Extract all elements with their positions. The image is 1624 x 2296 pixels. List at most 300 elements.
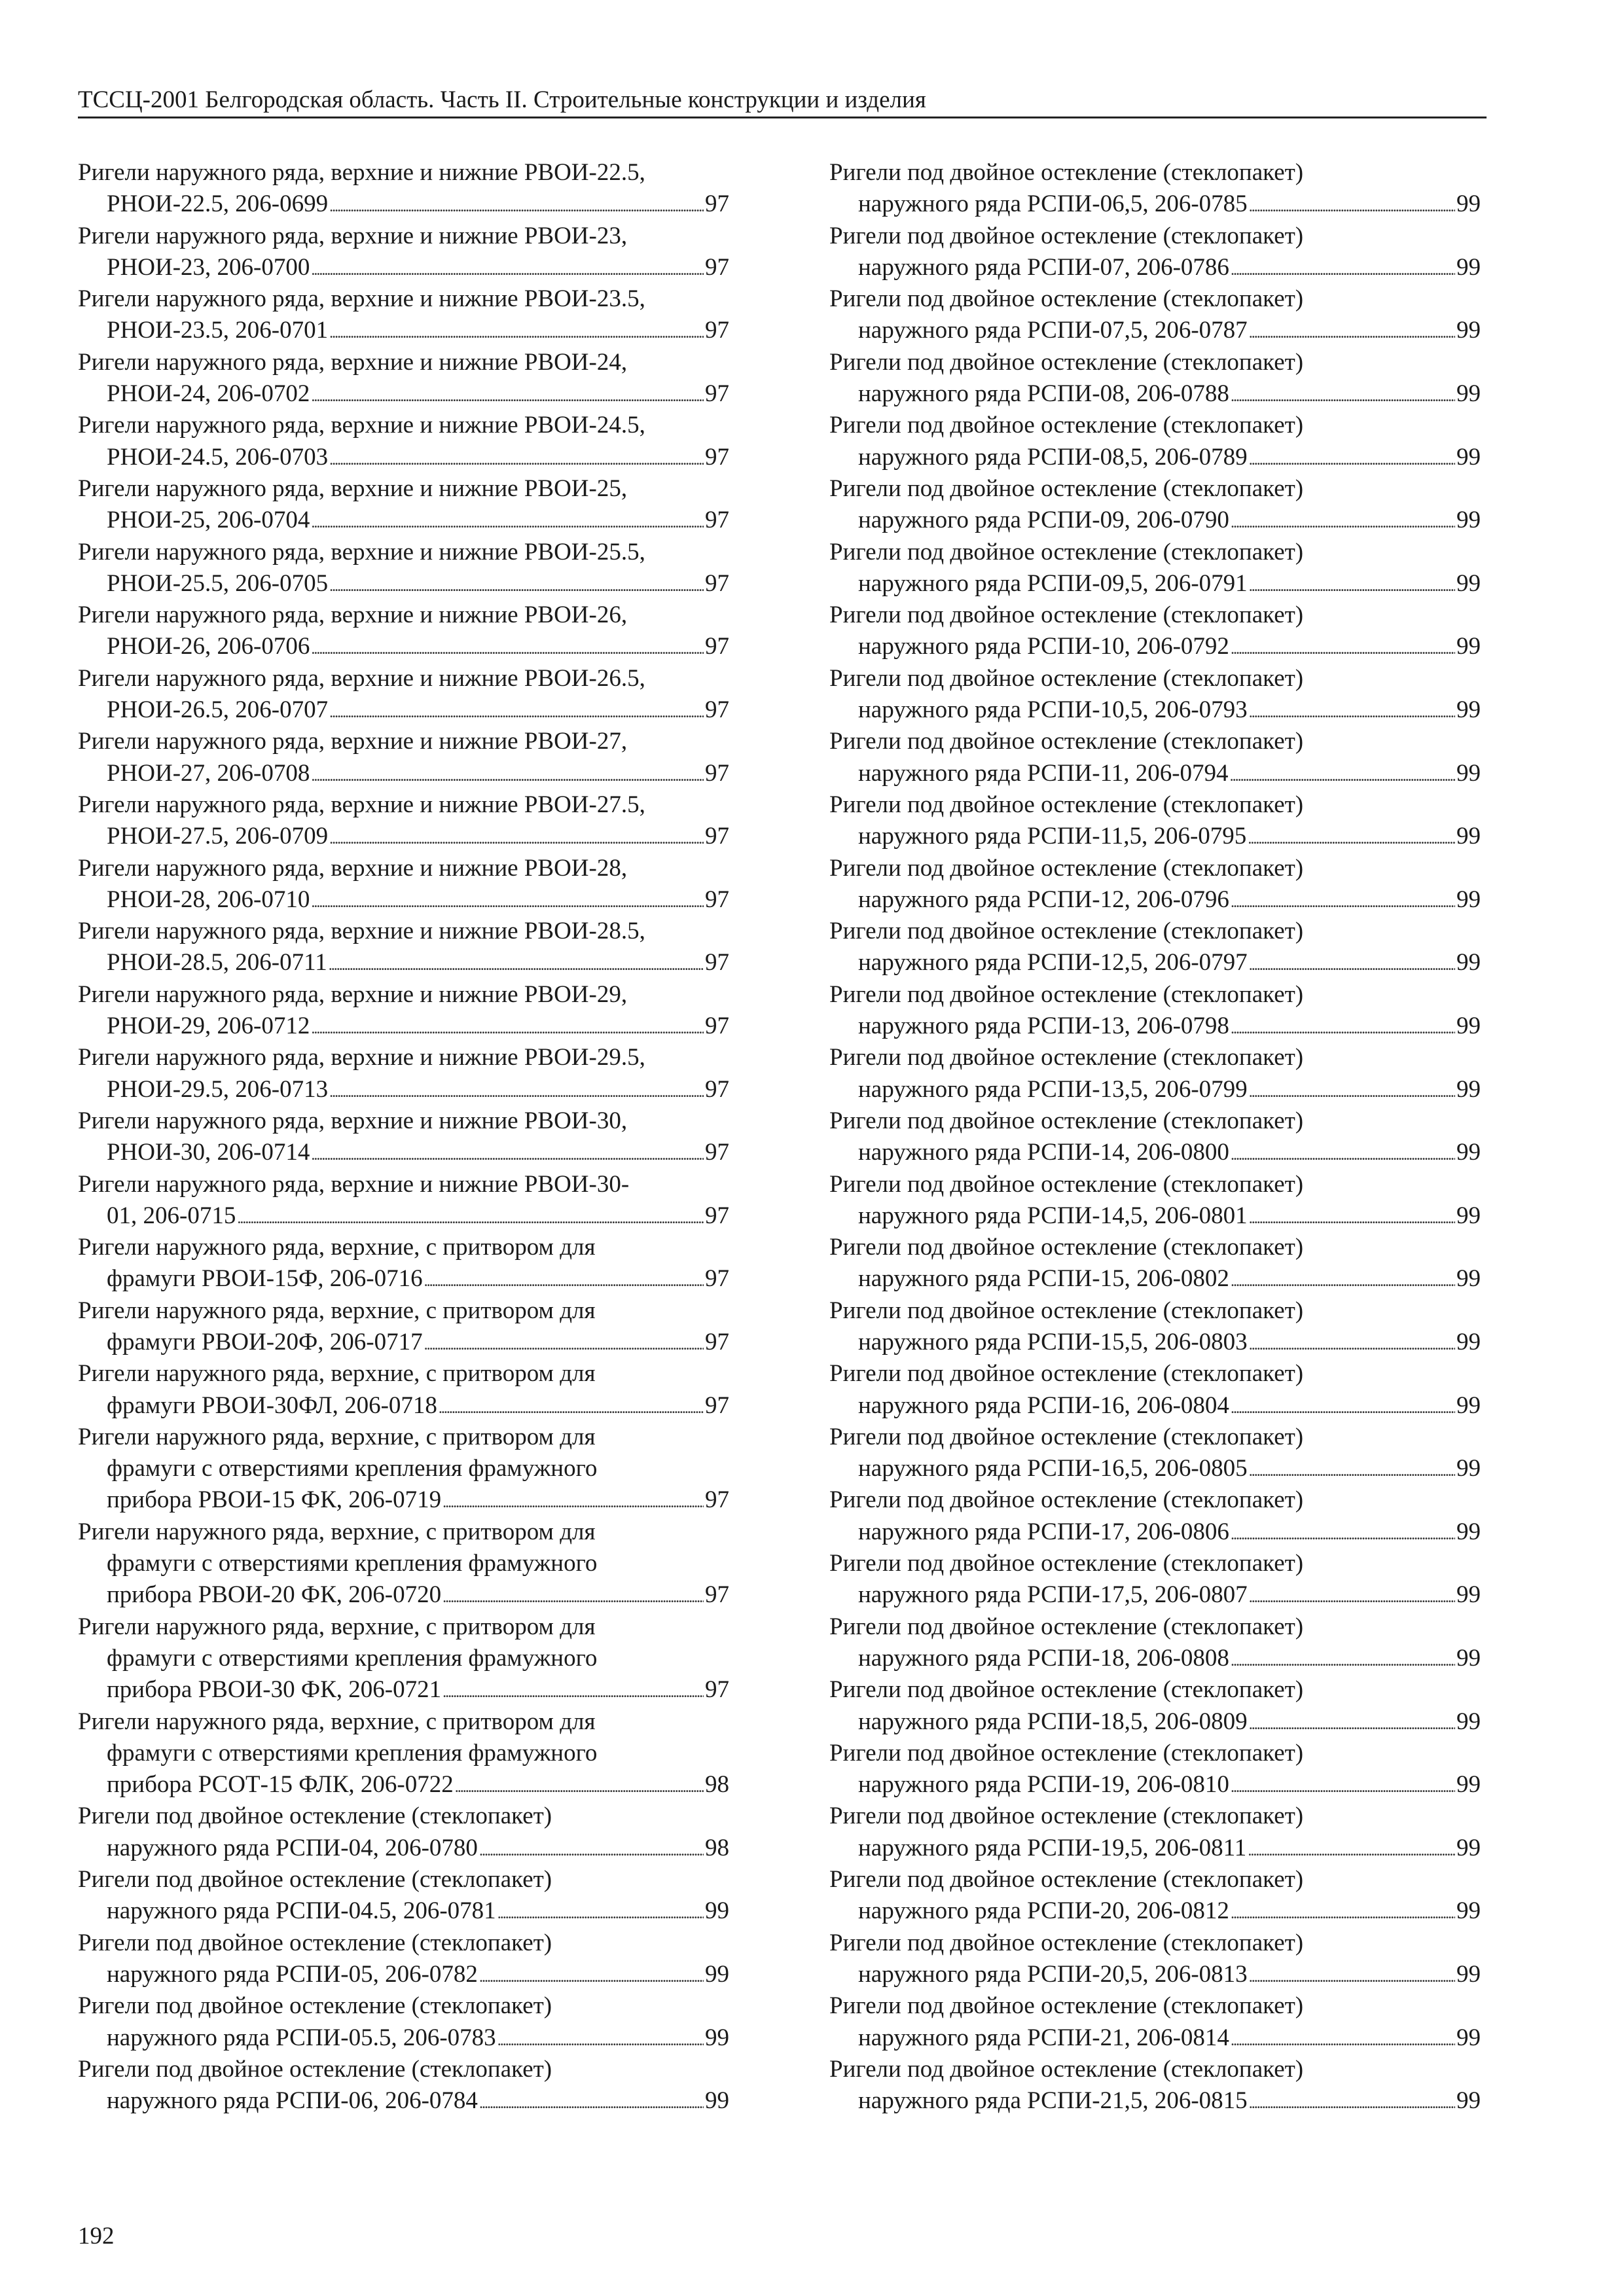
index-entry xyxy=(78,1706,729,1801)
entry-last-line xyxy=(829,378,1481,410)
entry-text: РНОИ-28, 206-0710 xyxy=(107,886,310,913)
entry-text: наружного ряда РСПИ-13, 206-0798 xyxy=(858,1013,1229,1040)
dot-leader xyxy=(442,1484,704,1516)
entry-text: наружного ряда РСПИ-21,5, 206-0815 xyxy=(858,2087,1248,2115)
index-entry xyxy=(829,1611,1481,1675)
index-entry xyxy=(829,157,1481,221)
entry-line: Ригели под двойное остекление (стеклопакет) xyxy=(829,791,1304,818)
entry-page-number: 97 xyxy=(705,823,729,850)
entry-page-number: 97 xyxy=(705,633,729,660)
index-entry xyxy=(78,1232,729,1295)
entry-line: Ригели наружного ряда, верхние и нижние РВОИ-26.5, xyxy=(78,664,645,692)
entry-page-number: 97 xyxy=(705,759,729,787)
entry-last-line xyxy=(78,1074,729,1105)
index-entry xyxy=(78,1611,729,1706)
entry-last-line xyxy=(829,1137,1481,1168)
entry-last-line xyxy=(78,1959,729,1990)
index-entry xyxy=(829,600,1481,663)
dot-leader xyxy=(1231,1263,1455,1295)
index-entry xyxy=(829,1358,1481,1422)
entry-text: наружного ряда РСПИ-10,5, 206-0793 xyxy=(858,696,1248,724)
index-entry xyxy=(829,410,1481,473)
entry-page-number: 99 xyxy=(705,1960,729,1988)
dot-leader xyxy=(1231,252,1455,283)
index-entry xyxy=(829,1105,1481,1169)
entry-page-number: 97 xyxy=(705,949,729,977)
entry-line: Ригели под двойное остекление (стеклопакет) xyxy=(829,601,1304,629)
entry-text: наружного ряда РСПИ-14, 206-0800 xyxy=(858,1139,1229,1166)
entry-line: Ригели под двойное остекление (стеклопакет) xyxy=(829,222,1304,249)
entry-text: наружного ряда РСПИ-18, 206-0808 xyxy=(858,1644,1229,1672)
index-entry xyxy=(78,283,729,347)
dot-leader xyxy=(1231,1516,1455,1548)
entry-page-number: 99 xyxy=(1456,886,1481,913)
entry-page-number: 97 xyxy=(705,1676,729,1704)
entry-line: Ригели наружного ряда, верхние и нижние РВОИ-26, xyxy=(78,601,628,629)
dot-leader xyxy=(424,1263,704,1295)
entry-page-number: 97 xyxy=(705,569,729,597)
entry-last-line xyxy=(78,821,729,852)
entry-line: Ригели под двойное остекление (стеклопакет) xyxy=(829,1360,1304,1388)
entry-last-line xyxy=(78,758,729,789)
entry-page-number: 97 xyxy=(705,380,729,408)
entry-line: Ригели под двойное остекление (стеклопакет) xyxy=(829,728,1304,755)
entry-text: прибора РСОТ-15 ФЛК, 206-0722 xyxy=(107,1771,454,1799)
entry-page-number: 97 xyxy=(705,1202,729,1229)
dot-leader xyxy=(1249,1579,1455,1611)
entry-line: Ригели под двойное остекление (стеклопакет) xyxy=(829,1486,1304,1514)
entry-page-number: 97 xyxy=(705,1328,729,1355)
entry-line: Ригели наружного ряда, верхние и нижние РВОИ-28, xyxy=(78,854,628,882)
dot-leader xyxy=(1249,694,1455,726)
entry-line: Ригели под двойное остекление (стеклопакет) xyxy=(829,412,1304,439)
entry-line: Ригели под двойное остекление (стеклопакет) xyxy=(829,854,1304,882)
entry-page-number: 97 xyxy=(705,1486,729,1514)
index-entry xyxy=(78,726,729,789)
dot-leader xyxy=(1230,758,1455,789)
entry-last-line xyxy=(829,1769,1481,1801)
index-entry xyxy=(78,1105,729,1169)
index-entry xyxy=(829,853,1481,916)
index-entry xyxy=(78,1358,729,1422)
entry-last-line xyxy=(78,505,729,536)
entry-last-line xyxy=(829,631,1481,662)
entry-text: РНОИ-22.5, 206-0699 xyxy=(107,190,329,218)
entry-text: наружного ряда РСПИ-13,5, 206-0799 xyxy=(858,1075,1248,1103)
entry-line: Ригели под двойное остекление (стеклопакет) xyxy=(829,1676,1304,1704)
dot-leader xyxy=(311,1011,704,1042)
entry-last-line xyxy=(829,2022,1481,2054)
entry-line: фрамуги с отверстиями крепления фрамужного xyxy=(107,1739,598,1767)
index-entry xyxy=(78,789,729,853)
index-entry xyxy=(78,1928,729,1991)
entry-line: Ригели наружного ряда, верхние и нижние РВОИ-25.5, xyxy=(78,538,645,565)
entry-text: наружного ряда РСПИ-09,5, 206-0791 xyxy=(858,569,1248,597)
index-entry xyxy=(829,1042,1481,1105)
entry-last-line xyxy=(78,1579,729,1611)
entry-text: РНОИ-29, 206-0712 xyxy=(107,1013,310,1040)
dot-leader xyxy=(439,1390,704,1422)
entry-text: 01, 206-0715 xyxy=(107,1202,236,1229)
entry-line: Ригели под двойное остекление (стеклопакет) xyxy=(829,159,1304,186)
entry-page-number: 99 xyxy=(1456,317,1481,344)
dot-leader xyxy=(329,1074,704,1105)
entry-last-line xyxy=(829,568,1481,600)
entry-line: Ригели под двойное остекление (стеклопакет) xyxy=(78,1803,552,1830)
index-entry xyxy=(78,1422,729,1516)
entry-last-line xyxy=(829,1706,1481,1738)
entry-line: Ригели под двойное остекление (стеклопакет) xyxy=(829,348,1304,376)
entry-line: Ригели наружного ряда, верхние и нижние РВОИ-29, xyxy=(78,980,628,1008)
entry-last-line xyxy=(78,1833,729,1864)
entry-last-line xyxy=(78,1674,729,1706)
entry-text: наружного ряда РСПИ-19, 206-0810 xyxy=(858,1771,1229,1799)
entry-last-line xyxy=(829,947,1481,978)
entry-text: наружного ряда РСПИ-18,5, 206-0809 xyxy=(858,1708,1248,1735)
entry-last-line xyxy=(78,442,729,473)
entry-page-number: 97 xyxy=(705,253,729,281)
entry-line: Ригели наружного ряда, верхние, с притвором для xyxy=(78,1423,596,1450)
dot-leader xyxy=(311,378,704,410)
index-entry xyxy=(829,1232,1481,1295)
entry-last-line xyxy=(829,758,1481,789)
entry-text: наружного ряда РСПИ-16, 206-0804 xyxy=(858,1391,1229,1419)
index-column-left xyxy=(78,157,729,2117)
dot-leader xyxy=(1249,947,1455,978)
entry-text: наружного ряда РСПИ-11, 206-0794 xyxy=(858,759,1229,787)
entry-page-number: 99 xyxy=(1456,507,1481,534)
dot-leader xyxy=(479,2085,704,2117)
entry-line: Ригели наружного ряда, верхние, с притвором для xyxy=(78,1708,596,1735)
dot-leader xyxy=(1249,568,1455,600)
entry-text: наружного ряда РСПИ-21, 206-0814 xyxy=(858,2024,1229,2051)
entry-line: Ригели под двойное остекление (стеклопакет) xyxy=(829,980,1304,1008)
entry-text: РНОИ-30, 206-0714 xyxy=(107,1139,310,1166)
dot-leader xyxy=(1248,821,1455,852)
entry-page-number: 97 xyxy=(705,190,729,218)
index-entry xyxy=(78,347,729,410)
entry-text: наружного ряда РСПИ-17,5, 206-0807 xyxy=(858,1581,1248,1609)
index-entry xyxy=(78,537,729,600)
entry-last-line xyxy=(829,442,1481,473)
entry-text: наружного ряда РСПИ-15,5, 206-0803 xyxy=(858,1328,1248,1355)
index-entry xyxy=(829,663,1481,726)
entry-text: наружного ряда РСПИ-14,5, 206-0801 xyxy=(858,1202,1248,1229)
entry-page-number: 99 xyxy=(1456,380,1481,408)
entry-line: фрамуги с отверстиями крепления фрамужного xyxy=(107,1644,598,1672)
dot-leader xyxy=(329,188,704,220)
dot-leader xyxy=(311,758,704,789)
entry-last-line xyxy=(78,2085,729,2117)
dot-leader xyxy=(311,884,704,916)
entry-page-number: 99 xyxy=(1456,1834,1481,1861)
index-entry xyxy=(829,473,1481,537)
entry-line: Ригели наружного ряда, верхние и нижние РВОИ-30- xyxy=(78,1170,630,1198)
entry-text: РНОИ-27.5, 206-0709 xyxy=(107,823,329,850)
index-entry xyxy=(829,1864,1481,1928)
entry-page-number: 99 xyxy=(1456,1075,1481,1103)
entry-line: Ригели наружного ряда, верхние, с притвором для xyxy=(78,1297,596,1324)
index-entry xyxy=(78,410,729,473)
entry-text: РНОИ-25.5, 206-0705 xyxy=(107,569,329,597)
entry-last-line xyxy=(78,694,729,726)
entry-text: наружного ряда РСПИ-12,5, 206-0797 xyxy=(858,949,1248,977)
entry-page-number: 99 xyxy=(1456,696,1481,724)
entry-last-line xyxy=(78,1137,729,1168)
entry-text: прибора РВОИ-20 ФК, 206-0720 xyxy=(107,1581,442,1609)
entry-line: Ригели наружного ряда, верхние и нижние РВОИ-30, xyxy=(78,1107,628,1134)
entry-page-number: 99 xyxy=(1456,1328,1481,1355)
entry-line: Ригели под двойное остекление (стеклопакет) xyxy=(829,1234,1304,1261)
entry-text: прибора РВОИ-15 ФК, 206-0719 xyxy=(107,1486,442,1514)
entry-page-number: 97 xyxy=(705,886,729,913)
index-entry xyxy=(829,916,1481,979)
entry-line: Ригели под двойное остекление (стеклопакет) xyxy=(829,1170,1304,1198)
entry-text: наружного ряда РСПИ-06, 206-0784 xyxy=(107,2087,478,2115)
entry-last-line xyxy=(829,884,1481,916)
entry-text: наружного ряда РСПИ-17, 206-0806 xyxy=(858,1518,1229,1545)
entry-line: Ригели наружного ряда, верхние, с притвором для xyxy=(78,1360,596,1388)
entry-last-line xyxy=(78,884,729,916)
dot-leader xyxy=(1231,1011,1455,1042)
index-entry xyxy=(78,853,729,916)
entry-text: наружного ряда РСПИ-05.5, 206-0783 xyxy=(107,2024,496,2051)
entry-line: Ригели под двойное остекление (стеклопакет) xyxy=(829,1107,1304,1134)
entry-last-line xyxy=(829,1895,1481,1927)
entry-text: прибора РВОИ-30 ФК, 206-0721 xyxy=(107,1676,442,1704)
entry-text: наружного ряда РСПИ-09, 206-0790 xyxy=(858,507,1229,534)
entry-page-number: 97 xyxy=(705,1581,729,1609)
entry-line: Ригели под двойное остекление (стеклопакет) xyxy=(829,1929,1304,1956)
dot-leader xyxy=(1231,378,1455,410)
index-entry xyxy=(829,537,1481,600)
dot-leader xyxy=(1231,1137,1455,1168)
entry-text: РНОИ-23, 206-0700 xyxy=(107,253,310,281)
entry-line: Ригели под двойное остекление (стеклопакет) xyxy=(829,1423,1304,1450)
entry-page-number: 97 xyxy=(705,507,729,534)
entry-last-line xyxy=(78,188,729,220)
index-entry xyxy=(78,1864,729,1928)
entry-last-line xyxy=(829,821,1481,852)
dot-leader xyxy=(497,2022,704,2054)
index-entry xyxy=(829,789,1481,853)
dot-leader xyxy=(424,1327,704,1358)
entry-page-number: 99 xyxy=(1456,1518,1481,1545)
index-entry xyxy=(829,1928,1481,1991)
dot-leader xyxy=(1249,442,1455,473)
entry-page-number: 97 xyxy=(705,1265,729,1293)
entry-page-number: 97 xyxy=(705,696,729,724)
dot-leader xyxy=(1231,631,1455,662)
entry-line: Ригели под двойное остекление (стеклопакет) xyxy=(829,285,1304,313)
entry-line: Ригели наружного ряда, верхние и нижние РВОИ-24, xyxy=(78,348,628,376)
dot-leader xyxy=(329,694,704,726)
entry-last-line xyxy=(829,505,1481,536)
dot-leader xyxy=(311,252,704,283)
index-entry xyxy=(78,600,729,663)
entry-page-number: 97 xyxy=(705,1139,729,1166)
dot-leader xyxy=(237,1200,704,1232)
entry-last-line xyxy=(78,315,729,346)
entry-last-line xyxy=(829,1200,1481,1232)
entry-text: РНОИ-24, 206-0702 xyxy=(107,380,310,408)
entry-page-number: 99 xyxy=(1456,1897,1481,1925)
index-entry xyxy=(78,1169,729,1232)
entry-text: наружного ряда РСПИ-10, 206-0792 xyxy=(858,633,1229,660)
index-entry xyxy=(78,221,729,284)
entry-line: Ригели наружного ряда, верхние, с притвором для xyxy=(78,1234,596,1261)
entry-last-line xyxy=(829,1453,1481,1484)
entry-last-line xyxy=(78,568,729,600)
entry-page-number: 99 xyxy=(1456,1455,1481,1482)
entry-page-number: 97 xyxy=(705,1075,729,1103)
dot-leader xyxy=(1249,1200,1455,1232)
dot-leader xyxy=(1231,1390,1455,1422)
entry-text: наружного ряда РСПИ-11,5, 206-0795 xyxy=(858,823,1247,850)
entry-page-number: 99 xyxy=(705,1897,729,1925)
dot-leader xyxy=(329,821,704,852)
entry-line: Ригели под двойное остекление (стеклопакет) xyxy=(829,918,1304,945)
entry-page-number: 99 xyxy=(1456,949,1481,977)
entry-line: Ригели под двойное остекление (стеклопакет) xyxy=(829,1044,1304,1071)
entry-line: Ригели под двойное остекление (стеклопакет) xyxy=(829,1297,1304,1324)
entry-text: РНОИ-25, 206-0704 xyxy=(107,507,310,534)
entry-page-number: 99 xyxy=(1456,1708,1481,1735)
entry-last-line xyxy=(78,1895,729,1927)
entry-text: наружного ряда РСПИ-20, 206-0812 xyxy=(858,1897,1229,1925)
entry-line: Ригели наружного ряда, верхние и нижние РВОИ-22.5, xyxy=(78,159,645,186)
dot-leader xyxy=(311,1137,704,1168)
entry-last-line xyxy=(78,1390,729,1422)
entry-last-line xyxy=(78,252,729,283)
entry-page-number: 99 xyxy=(1456,1581,1481,1609)
entry-page-number: 99 xyxy=(1456,1013,1481,1040)
entry-line: Ригели под двойное остекление (стеклопакет) xyxy=(829,1803,1304,1830)
index-entry xyxy=(829,221,1481,284)
entry-page-number: 99 xyxy=(1456,1391,1481,1419)
entry-text: наружного ряда РСПИ-07, 206-0786 xyxy=(858,253,1229,281)
dot-leader xyxy=(1231,1643,1455,1674)
dot-leader xyxy=(1249,1706,1455,1738)
page-number: 192 xyxy=(78,2223,115,2250)
dot-leader xyxy=(1231,1769,1455,1801)
entry-page-number: 98 xyxy=(705,1834,729,1861)
entry-line: Ригели наружного ряда, верхние и нижние РВОИ-27, xyxy=(78,728,628,755)
entry-line: Ригели под двойное остекление (стеклопакет) xyxy=(829,538,1304,565)
entry-line: Ригели под двойное остекление (стеклопакет) xyxy=(829,1550,1304,1577)
index-entry xyxy=(829,1990,1481,2054)
entry-line: Ригели наружного ряда, верхние и нижние РВОИ-27.5, xyxy=(78,791,645,818)
entry-last-line xyxy=(829,1011,1481,1042)
entry-last-line xyxy=(829,1579,1481,1611)
dot-leader xyxy=(497,1895,704,1927)
dot-leader xyxy=(1249,315,1455,346)
dot-leader xyxy=(329,442,704,473)
entry-text: фрамуги РВОИ-15Ф, 206-0716 xyxy=(107,1265,423,1293)
dot-leader xyxy=(329,315,704,346)
index-entry xyxy=(829,1738,1481,1801)
dot-leader xyxy=(1249,1453,1455,1484)
index-entry xyxy=(829,979,1481,1043)
index-entry xyxy=(78,979,729,1043)
index-entry xyxy=(78,1042,729,1105)
entry-page-number: 99 xyxy=(1456,2024,1481,2051)
dot-leader xyxy=(479,1833,704,1864)
entry-last-line xyxy=(78,378,729,410)
entry-line: Ригели под двойное остекление (стеклопакет) xyxy=(829,1613,1304,1640)
entry-line: Ригели наружного ряда, верхние и нижние РВОИ-28.5, xyxy=(78,918,645,945)
dot-leader xyxy=(442,1579,704,1611)
index-entry xyxy=(829,1484,1481,1548)
entry-last-line xyxy=(829,2085,1481,2117)
entry-last-line xyxy=(78,1011,729,1042)
dot-leader xyxy=(479,1959,704,1990)
entry-line: Ригели под двойное остекление (стеклопакет) xyxy=(78,1929,552,1956)
entry-line: Ригели под двойное остекление (стеклопакет) xyxy=(829,1992,1304,2020)
index-entry xyxy=(78,473,729,537)
entry-text: наружного ряда РСПИ-04, 206-0780 xyxy=(107,1834,478,1861)
entry-text: наружного ряда РСПИ-12, 206-0796 xyxy=(858,886,1229,913)
running-header: ТССЦ-2001 Белгородская область. Часть II. Строительные конструкции и изделия xyxy=(78,84,1487,118)
entry-line: Ригели наружного ряда, верхние, с притвором для xyxy=(78,1518,596,1545)
index-entry xyxy=(78,157,729,221)
index-entry xyxy=(78,1801,729,1864)
entry-text: наружного ряда РСПИ-07,5, 206-0787 xyxy=(858,317,1248,344)
entry-last-line xyxy=(829,694,1481,726)
dot-leader xyxy=(1248,1833,1455,1864)
entry-text: наружного ряда РСПИ-20,5, 206-0813 xyxy=(858,1960,1248,1988)
entry-line: Ригели наружного ряда, верхние и нижние РВОИ-23.5, xyxy=(78,285,645,313)
entry-last-line xyxy=(829,1643,1481,1674)
entry-page-number: 99 xyxy=(1456,1644,1481,1672)
dot-leader xyxy=(329,568,704,600)
entry-page-number: 99 xyxy=(1456,1265,1481,1293)
dot-leader xyxy=(1231,505,1455,536)
entry-line: Ригели под двойное остекление (стеклопакет) xyxy=(829,2055,1304,2083)
entry-line: Ригели под двойное остекление (стеклопакет) xyxy=(829,475,1304,502)
entry-text: наружного ряда РСПИ-04.5, 206-0781 xyxy=(107,1897,496,1925)
entry-last-line xyxy=(829,252,1481,283)
entry-last-line xyxy=(78,1327,729,1358)
entry-page-number: 99 xyxy=(1456,1139,1481,1166)
entry-last-line xyxy=(78,947,729,978)
entry-text: фрамуги РВОИ-20Ф, 206-0717 xyxy=(107,1328,423,1355)
index-entry xyxy=(829,283,1481,347)
dot-leader xyxy=(1249,188,1455,220)
entry-text: наружного ряда РСПИ-05, 206-0782 xyxy=(107,1960,478,1988)
entry-text: наружного ряда РСПИ-19,5, 206-0811 xyxy=(858,1834,1247,1861)
entry-text: РНОИ-24.5, 206-0703 xyxy=(107,443,329,471)
entry-page-number: 97 xyxy=(705,1013,729,1040)
index-entry xyxy=(78,1990,729,2054)
entry-page-number: 97 xyxy=(705,317,729,344)
index-entry xyxy=(78,1295,729,1359)
dot-leader xyxy=(329,947,704,978)
entry-line: Ригели наружного ряда, верхние и нижние РВОИ-25, xyxy=(78,475,628,502)
dot-leader xyxy=(1249,1327,1455,1358)
entry-line: Ригели под двойное остекление (стеклопакет) xyxy=(78,2055,552,2083)
entry-page-number: 99 xyxy=(1456,190,1481,218)
entry-page-number: 99 xyxy=(1456,633,1481,660)
entry-line: Ригели наружного ряда, верхние и нижние РВОИ-29.5, xyxy=(78,1044,645,1071)
entry-last-line xyxy=(78,1484,729,1516)
entry-text: РНОИ-23.5, 206-0701 xyxy=(107,317,329,344)
dot-leader xyxy=(1231,1895,1455,1927)
entry-line: Ригели наружного ряда, верхние и нижние РВОИ-23, xyxy=(78,222,628,249)
entry-page-number: 99 xyxy=(705,2024,729,2051)
index-entry xyxy=(78,2054,729,2117)
entry-page-number: 98 xyxy=(705,1771,729,1799)
